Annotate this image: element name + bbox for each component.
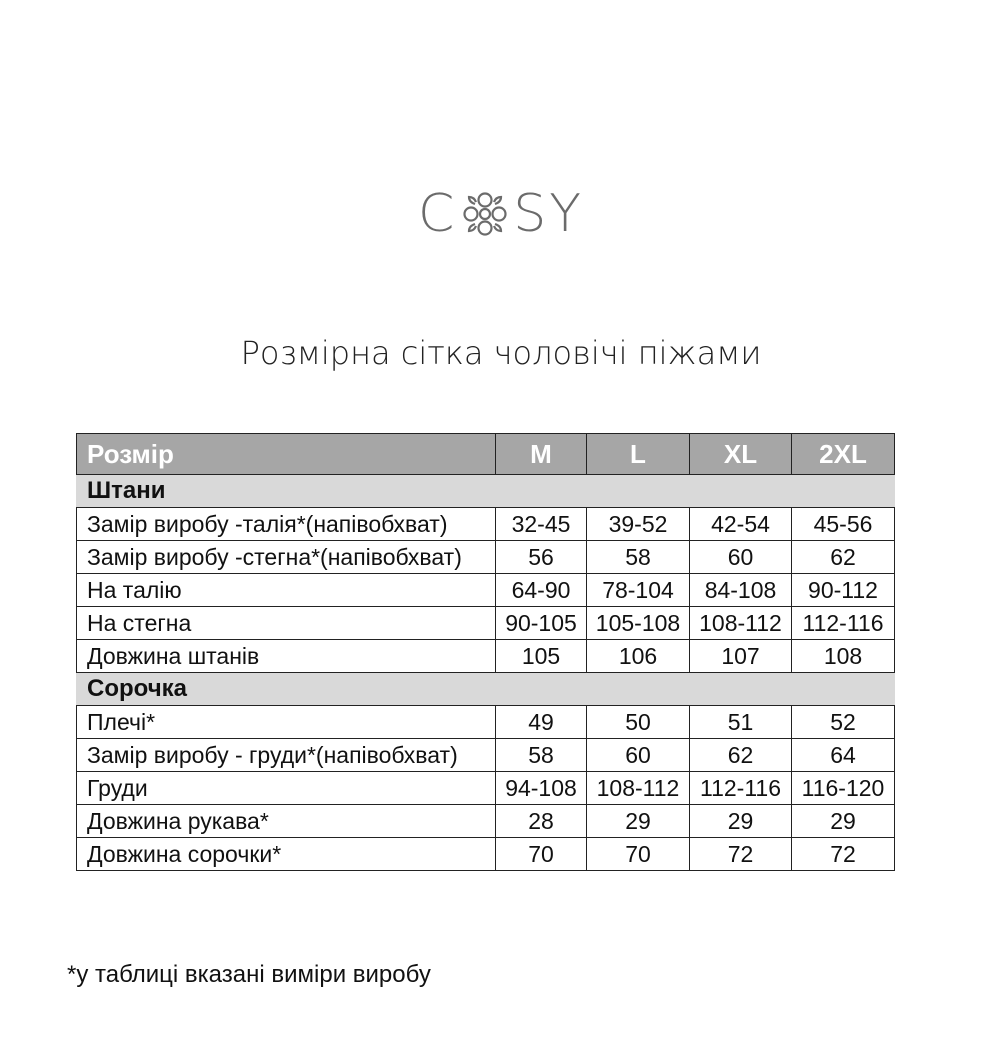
cell-value: 106 <box>587 640 690 673</box>
row-label: Замір виробу -стегна*(напівобхват) <box>77 541 496 574</box>
cell-value: 105 <box>496 640 587 673</box>
cell-value: 39-52 <box>587 508 690 541</box>
cell-value: 90-112 <box>792 574 895 607</box>
cell-value: 51 <box>690 706 792 739</box>
table-row <box>77 574 895 607</box>
cell-value: 62 <box>792 541 895 574</box>
cell-value: 32-45 <box>496 508 587 541</box>
header-size-label: Розмір <box>77 434 496 475</box>
cell-value: 56 <box>496 541 587 574</box>
row-label: Груди <box>77 772 496 805</box>
cell-value: 29 <box>690 805 792 838</box>
cell-value: 45-56 <box>792 508 895 541</box>
cell-value: 70 <box>496 838 587 871</box>
cell-value: 72 <box>690 838 792 871</box>
section-title: Штани <box>77 475 895 508</box>
header-size-m: M <box>496 434 587 475</box>
size-chart-table <box>76 433 895 871</box>
table-row <box>77 640 895 673</box>
brand-logo <box>0 186 1002 242</box>
cell-value: 108-112 <box>690 607 792 640</box>
cell-value: 42-54 <box>690 508 792 541</box>
cell-value: 52 <box>792 706 895 739</box>
cell-value: 28 <box>496 805 587 838</box>
cell-value: 108-112 <box>587 772 690 805</box>
table-row <box>77 838 895 871</box>
cell-value: 60 <box>587 739 690 772</box>
cell-value: 116-120 <box>792 772 895 805</box>
cell-value: 107 <box>690 640 792 673</box>
cell-value: 84-108 <box>690 574 792 607</box>
row-label: Плечі* <box>77 706 496 739</box>
cell-value: 29 <box>792 805 895 838</box>
table-row <box>77 739 895 772</box>
cell-value: 90-105 <box>496 607 587 640</box>
cell-value: 58 <box>587 541 690 574</box>
table-row <box>77 508 895 541</box>
cell-value: 112-116 <box>792 607 895 640</box>
section-row-shirt <box>77 673 895 706</box>
cell-value: 49 <box>496 706 587 739</box>
header-size-l: L <box>587 434 690 475</box>
row-label: Довжина сорочки* <box>77 838 496 871</box>
row-label: Довжина рукава* <box>77 805 496 838</box>
footnote: *у таблиці вказані виміри виробу <box>67 961 431 988</box>
row-label: На стегна <box>77 607 496 640</box>
page-title: Розмірна сітка чоловічі піжами <box>240 334 762 372</box>
cell-value: 72 <box>792 838 895 871</box>
cell-value: 78-104 <box>587 574 690 607</box>
row-label: Замір виробу -талія*(напівобхват) <box>77 508 496 541</box>
logo-text-right: SY <box>513 184 585 244</box>
table-row <box>77 805 895 838</box>
cell-value: 64 <box>792 739 895 772</box>
header-size-2xl: 2XL <box>792 434 895 475</box>
cell-value: 58 <box>496 739 587 772</box>
section-row-pants <box>77 475 895 508</box>
cell-value: 60 <box>690 541 792 574</box>
table-row <box>77 541 895 574</box>
cell-value: 29 <box>587 805 690 838</box>
cell-value: 94-108 <box>496 772 587 805</box>
cell-value: 112-116 <box>690 772 792 805</box>
logo-text-left: C <box>417 184 458 244</box>
table-row <box>77 772 895 805</box>
cell-value: 105-108 <box>587 607 690 640</box>
knot-ornament-icon <box>459 188 511 240</box>
table-row <box>77 706 895 739</box>
row-label: Замір виробу - груди*(напівобхват) <box>77 739 496 772</box>
cell-value: 50 <box>587 706 690 739</box>
cell-value: 70 <box>587 838 690 871</box>
cell-value: 64-90 <box>496 574 587 607</box>
section-title: Сорочка <box>77 673 895 706</box>
header-size-xl: XL <box>690 434 792 475</box>
cell-value: 62 <box>690 739 792 772</box>
cell-value: 108 <box>792 640 895 673</box>
table-header-row <box>77 434 895 475</box>
table-row <box>77 607 895 640</box>
row-label: На талію <box>77 574 496 607</box>
row-label: Довжина штанів <box>77 640 496 673</box>
